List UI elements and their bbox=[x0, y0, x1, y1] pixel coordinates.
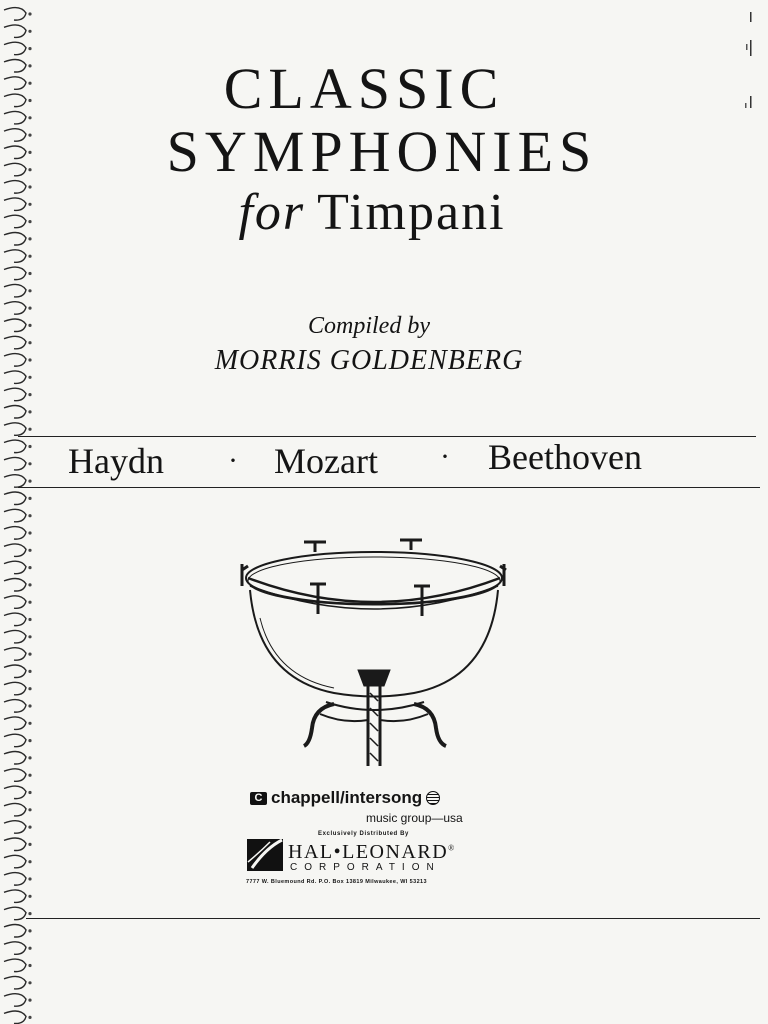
publisher-subtitle: music group—usa bbox=[366, 811, 463, 825]
binding-loop bbox=[4, 734, 26, 747]
title-timpani: Timpani bbox=[317, 184, 506, 241]
binding-loop bbox=[4, 717, 26, 730]
binding-hole bbox=[28, 47, 31, 50]
binding-hole bbox=[28, 514, 31, 517]
binding-hole bbox=[28, 687, 31, 690]
binding-hole bbox=[28, 1016, 31, 1019]
binding-loop bbox=[4, 959, 26, 972]
binding-loop bbox=[4, 267, 26, 280]
timpani-drum-illustration bbox=[234, 528, 514, 778]
publisher-line bbox=[250, 788, 510, 808]
hal-leonard-logo-icon bbox=[246, 838, 284, 872]
binding-hole bbox=[28, 653, 31, 656]
binding-loop bbox=[4, 406, 26, 419]
distributor-name-text: HAL•LEONARD bbox=[288, 841, 449, 863]
binding-loop bbox=[4, 838, 26, 851]
binding-hole bbox=[28, 618, 31, 621]
binding-hole bbox=[28, 999, 31, 1002]
composer-mozart: Mozart bbox=[274, 441, 378, 481]
binding-loop bbox=[4, 561, 26, 574]
binding-loop bbox=[4, 25, 26, 38]
binding-loop bbox=[4, 752, 26, 765]
distributor-address: 7777 W. Bluemound Rd. P.O. Box 13819 Milwaukee, WI 53213 bbox=[246, 879, 427, 885]
binding-hole bbox=[28, 808, 31, 811]
binding-loop bbox=[4, 613, 26, 626]
binding-hole bbox=[28, 895, 31, 898]
binding-loop bbox=[4, 803, 26, 816]
binding-loop bbox=[4, 890, 26, 903]
binding-loop bbox=[4, 423, 26, 436]
binding-hole bbox=[28, 428, 31, 431]
binding-loop bbox=[4, 648, 26, 661]
binding-hole bbox=[28, 549, 31, 552]
title-for: for bbox=[238, 184, 306, 241]
binding-loop bbox=[4, 284, 26, 297]
binding-loop bbox=[4, 682, 26, 695]
binding-hole bbox=[28, 964, 31, 967]
binding-loop bbox=[4, 596, 26, 609]
binding-loop bbox=[4, 769, 26, 782]
binding-hole bbox=[28, 497, 31, 500]
binding-loop bbox=[4, 527, 26, 540]
binding-hole bbox=[28, 947, 31, 950]
registered-mark: ® bbox=[448, 843, 456, 853]
binding-hole bbox=[28, 826, 31, 829]
binding-hole bbox=[28, 583, 31, 586]
binding-hole bbox=[28, 704, 31, 707]
binding-loop bbox=[4, 907, 26, 920]
binding-hole bbox=[28, 30, 31, 33]
binding-loop bbox=[4, 388, 26, 401]
binding-hole bbox=[28, 929, 31, 932]
binding-loop bbox=[4, 994, 26, 1007]
binding-hole bbox=[28, 843, 31, 846]
binding-loop bbox=[4, 665, 26, 678]
binding-loop bbox=[4, 8, 26, 21]
binding-loop bbox=[4, 579, 26, 592]
binding-loop bbox=[4, 42, 26, 55]
composer-beethoven: Beethoven bbox=[488, 437, 642, 477]
binding-hole bbox=[28, 272, 31, 275]
distributor-name bbox=[288, 841, 456, 864]
binding-hole bbox=[28, 981, 31, 984]
binding-hole bbox=[28, 255, 31, 258]
binding-loop bbox=[4, 250, 26, 263]
binding-hole bbox=[28, 410, 31, 413]
binding-loop bbox=[4, 786, 26, 799]
binding-hole bbox=[28, 722, 31, 725]
binding-hole bbox=[28, 739, 31, 742]
binding-loop bbox=[4, 1011, 26, 1024]
composer-list bbox=[0, 437, 768, 486]
binding-hole bbox=[28, 635, 31, 638]
binding-hole bbox=[28, 289, 31, 292]
binding-loop bbox=[4, 630, 26, 643]
compiler-name: MORRIS GOLDENBERG bbox=[214, 345, 524, 376]
footer-rule bbox=[26, 918, 760, 919]
binding-loop bbox=[4, 942, 26, 955]
bottom-rule bbox=[18, 487, 760, 488]
title-line-2: SYMPHONIES bbox=[166, 119, 598, 184]
compiled-by-label: Compiled by bbox=[308, 313, 430, 339]
composer-haydn: Haydn bbox=[68, 441, 164, 481]
title-line-1: CLASSIC bbox=[223, 56, 505, 121]
binding-loop bbox=[4, 544, 26, 557]
binding-loop bbox=[4, 509, 26, 522]
binding-hole bbox=[28, 12, 31, 15]
binding-hole bbox=[28, 670, 31, 673]
binding-hole bbox=[28, 393, 31, 396]
chappell-logo-icon: C bbox=[250, 792, 267, 805]
binding-hole bbox=[28, 774, 31, 777]
binding-hole bbox=[28, 877, 31, 880]
top-rule bbox=[18, 436, 756, 437]
binding-loop bbox=[4, 925, 26, 938]
binding-loop bbox=[4, 873, 26, 886]
binding-loop bbox=[4, 492, 26, 505]
binding-hole bbox=[28, 531, 31, 534]
binding-loop bbox=[4, 821, 26, 834]
globe-icon bbox=[426, 791, 440, 805]
distributed-by-label: Exclusively Distributed By bbox=[318, 831, 409, 837]
binding-hole bbox=[28, 860, 31, 863]
binding-hole bbox=[28, 791, 31, 794]
binding-hole bbox=[28, 307, 31, 310]
binding-hole bbox=[28, 601, 31, 604]
publisher-name: chappell/intersong bbox=[271, 788, 423, 807]
binding-loop bbox=[4, 855, 26, 868]
composer-separator: · bbox=[228, 444, 238, 477]
binding-hole bbox=[28, 566, 31, 569]
binding-hole bbox=[28, 756, 31, 759]
binding-loop bbox=[4, 700, 26, 713]
composer-separator: · bbox=[440, 440, 450, 473]
binding-hole bbox=[28, 912, 31, 915]
title-line-3 bbox=[0, 183, 756, 242]
distributor-corporation: CORPORATION bbox=[290, 862, 441, 873]
binding-hole bbox=[28, 341, 31, 344]
binding-loop bbox=[4, 976, 26, 989]
